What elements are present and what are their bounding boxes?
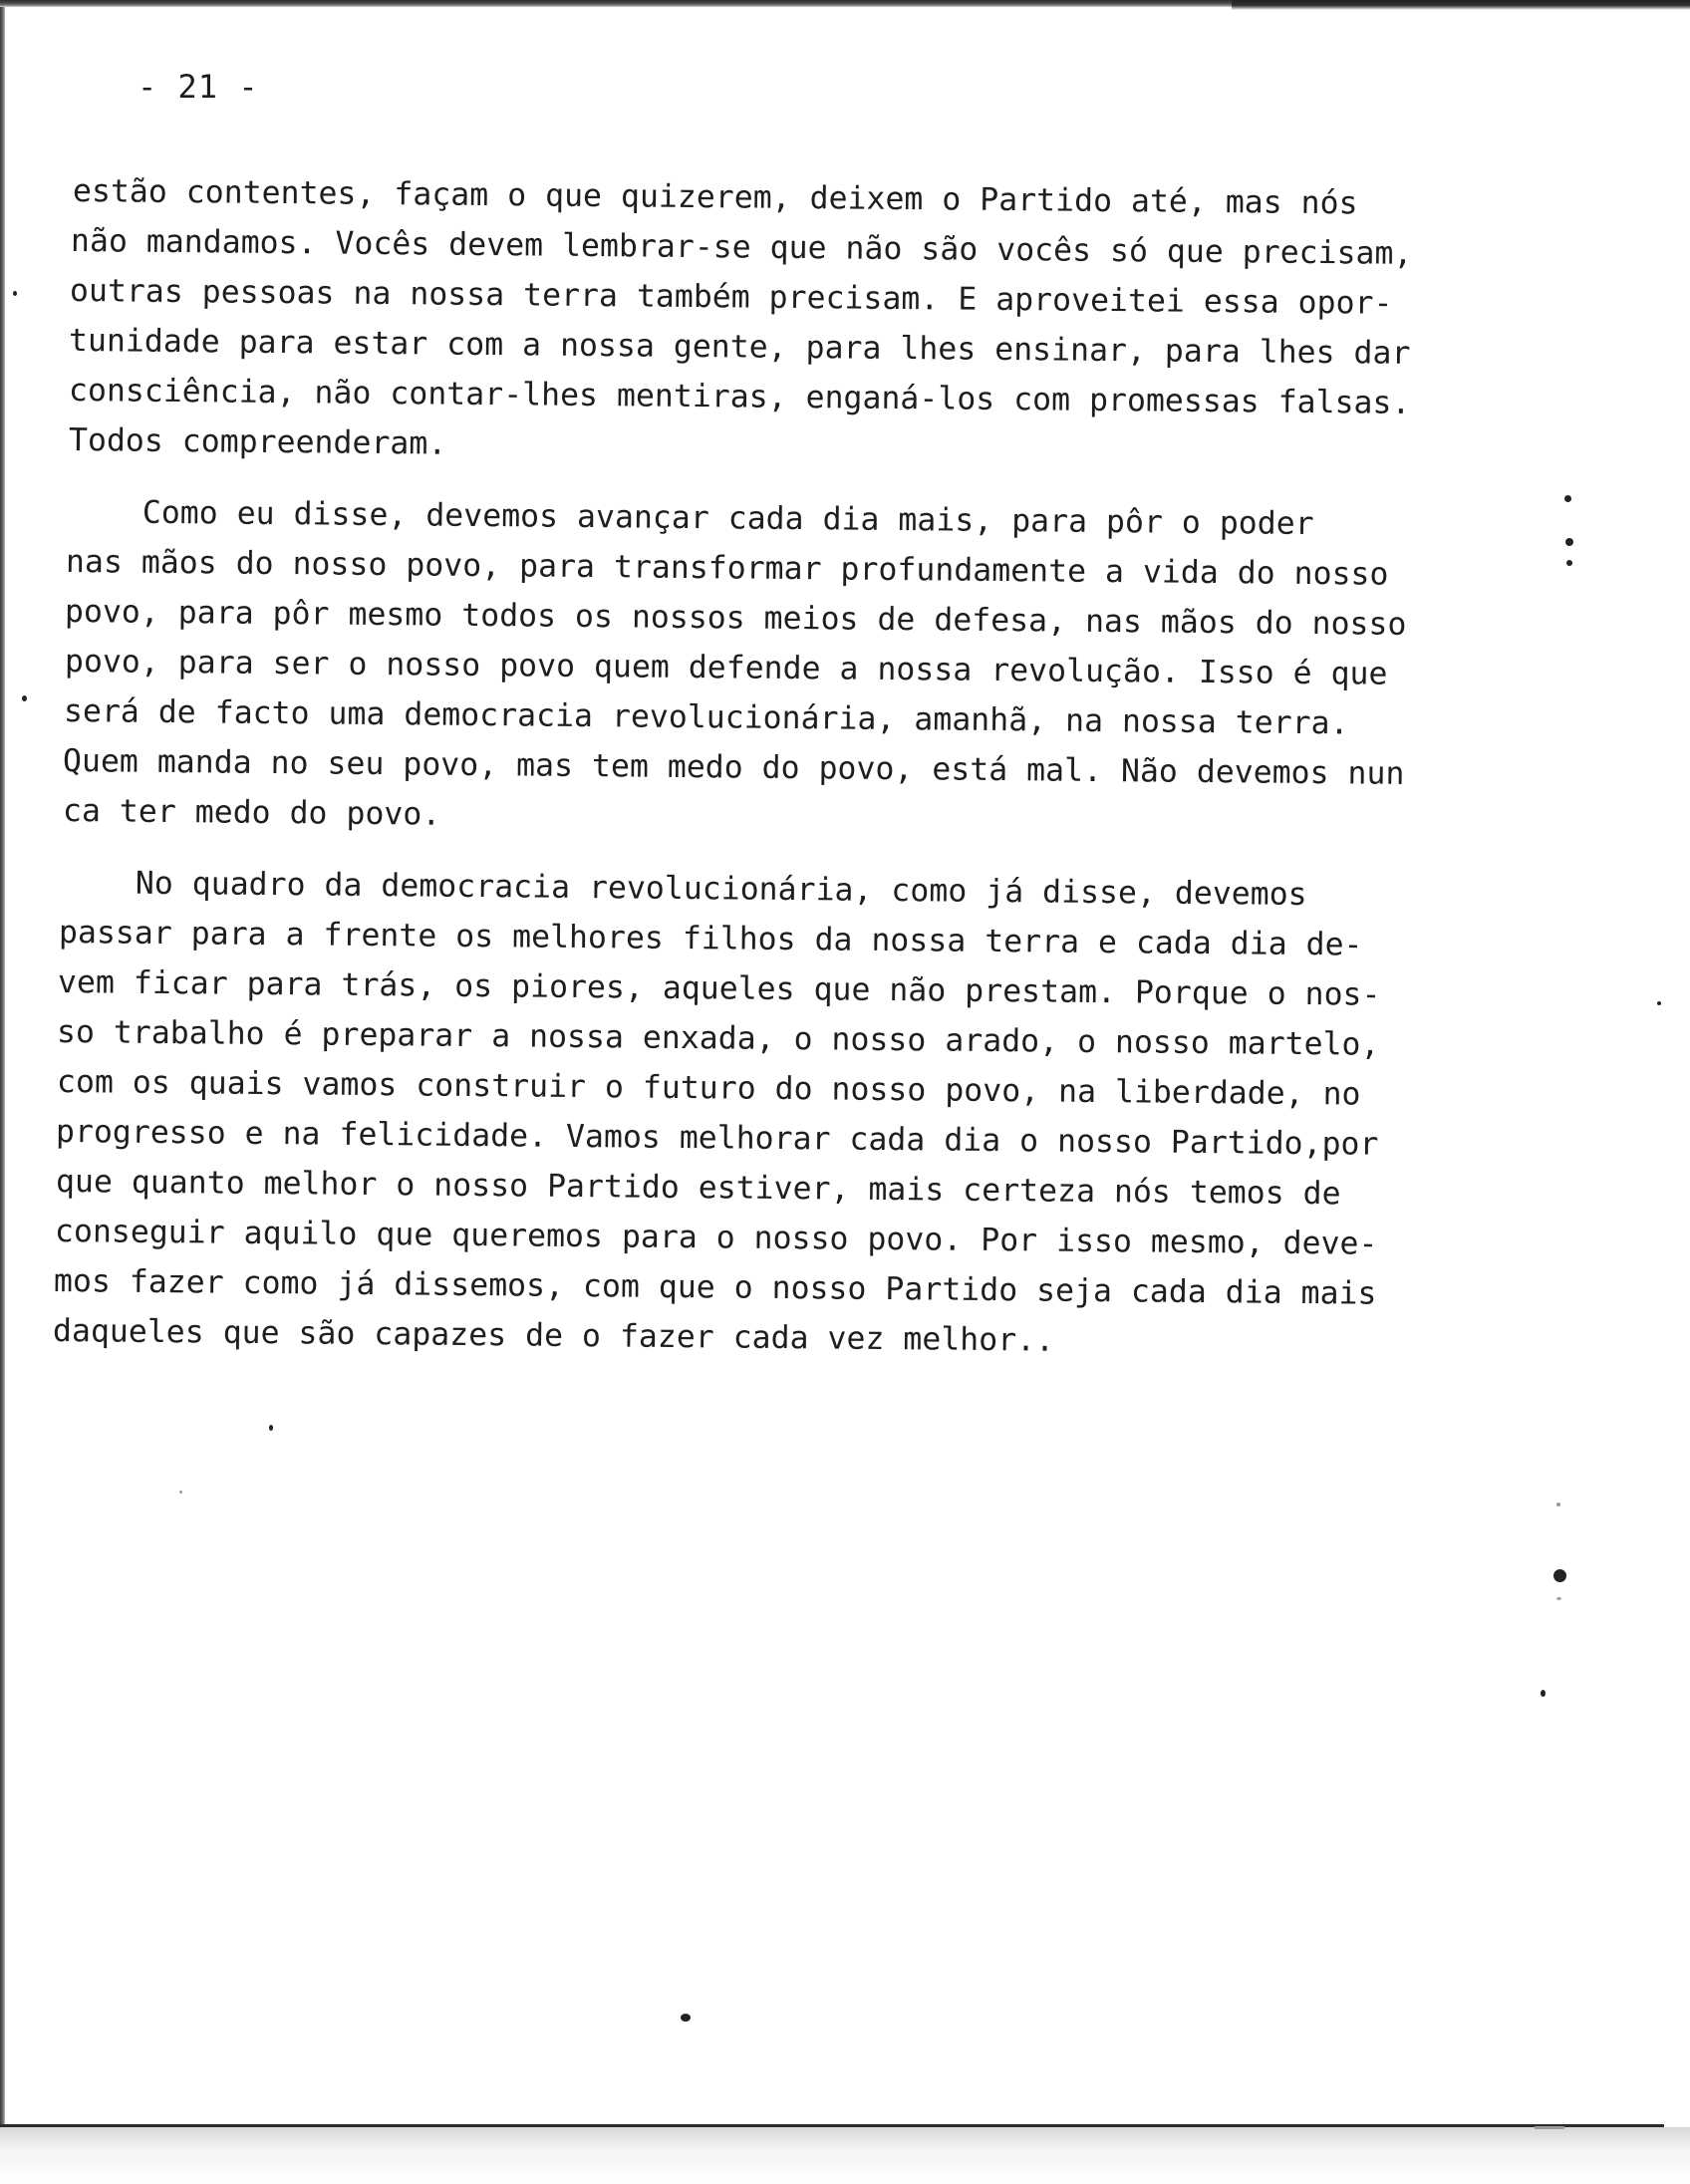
text-line: será de facto uma democracia revolucionária, amanhã, na nossa terra.	[63, 693, 1349, 742]
scan-speck	[1535, 2126, 1564, 2129]
text-line: povo, para pôr mesmo todos os nossos meios de defesa, nas mãos do nosso	[64, 594, 1407, 643]
scan-speck	[269, 1425, 273, 1431]
text-line: tunidade para estar com a nossa gente, para lhes ensinar, para lhes dar	[68, 323, 1411, 372]
scan-bottom-shadow	[0, 2127, 1690, 2184]
text-line: passar para a frente os melhores filhos da nossa terra e cada dia de-	[58, 915, 1363, 963]
text-line: que quanto melhor o nosso Partido estiver, mais certeza nós temos de	[55, 1164, 1341, 1213]
scan-speck	[1556, 1502, 1560, 1506]
scan-speck	[1565, 538, 1573, 546]
text-line: No quadro da democracia revolucionária, como já disse, devemos	[59, 865, 1307, 914]
text-line: ca ter medo do povo.	[62, 793, 441, 833]
scan-speck	[1566, 560, 1572, 566]
scan-speck	[179, 1491, 182, 1494]
text-line: Como eu disse, devemos avançar cada dia mais, para pôr o poder	[66, 494, 1314, 543]
text-line: progresso e na felicidade. Vamos melhorar cada dia o nosso Partido,por	[55, 1114, 1379, 1163]
scan-speck	[1657, 1001, 1661, 1005]
text-line: nas mãos do nosso povo, para transformar profundamente a vida do nosso	[65, 544, 1389, 593]
text-line: Todos compreenderam.	[68, 422, 447, 462]
scan-speck	[1556, 1597, 1561, 1600]
text-line: so trabalho é preparar a nossa enxada, o nosso arado, o nosso martelo,	[56, 1014, 1380, 1063]
text-line: consciência, não contar-lhes mentiras, enganá-los com promessas falsas.	[68, 373, 1411, 421]
text-line: daqueles que são capazes de o fazer cada vez melhor..	[52, 1313, 1055, 1359]
text-line: não mandamos. Vocês devem lembrar-se que não são vocês só que precisam,	[70, 223, 1413, 272]
scan-speck	[1541, 1690, 1546, 1697]
scan-speck	[13, 291, 17, 296]
text-line: Quem manda no seu povo, mas tem medo do povo, está mal. Não devemos nun	[62, 743, 1405, 792]
text-line: vem ficar para trás, os piores, aqueles que não prestam. Porque o nos-	[57, 964, 1381, 1013]
text-line: conseguir aquilo que queremos para o nosso povo. Por isso mesmo, deve-	[54, 1214, 1378, 1262]
scan-speck	[22, 695, 27, 701]
text-line: povo, para ser o nosso povo quem defende a nossa revolução. Isso é que	[64, 644, 1388, 692]
text-line: mos fazer como já dissemos, com que o nosso Partido seja cada dia mais	[53, 1263, 1377, 1312]
text-line: estão contentes, façam o que quizerem, deixem o Partido até, mas nós	[72, 173, 1358, 222]
scan-left-edge	[0, 0, 5, 2184]
scan-speck	[1553, 1569, 1566, 1582]
page-number: - 21 -	[138, 68, 259, 106]
scan-top-right-edge	[1232, 0, 1690, 10]
text-line: outras pessoas na nossa terra também precisam. E aproveitei essa opor-	[69, 273, 1393, 322]
scan-speck	[1564, 495, 1571, 502]
scan-bottom-edge	[0, 2124, 1664, 2127]
text-line: com os quais vamos construir o futuro do nosso povo, na liberdade, no	[56, 1064, 1361, 1113]
scan-speck	[681, 2014, 691, 2022]
